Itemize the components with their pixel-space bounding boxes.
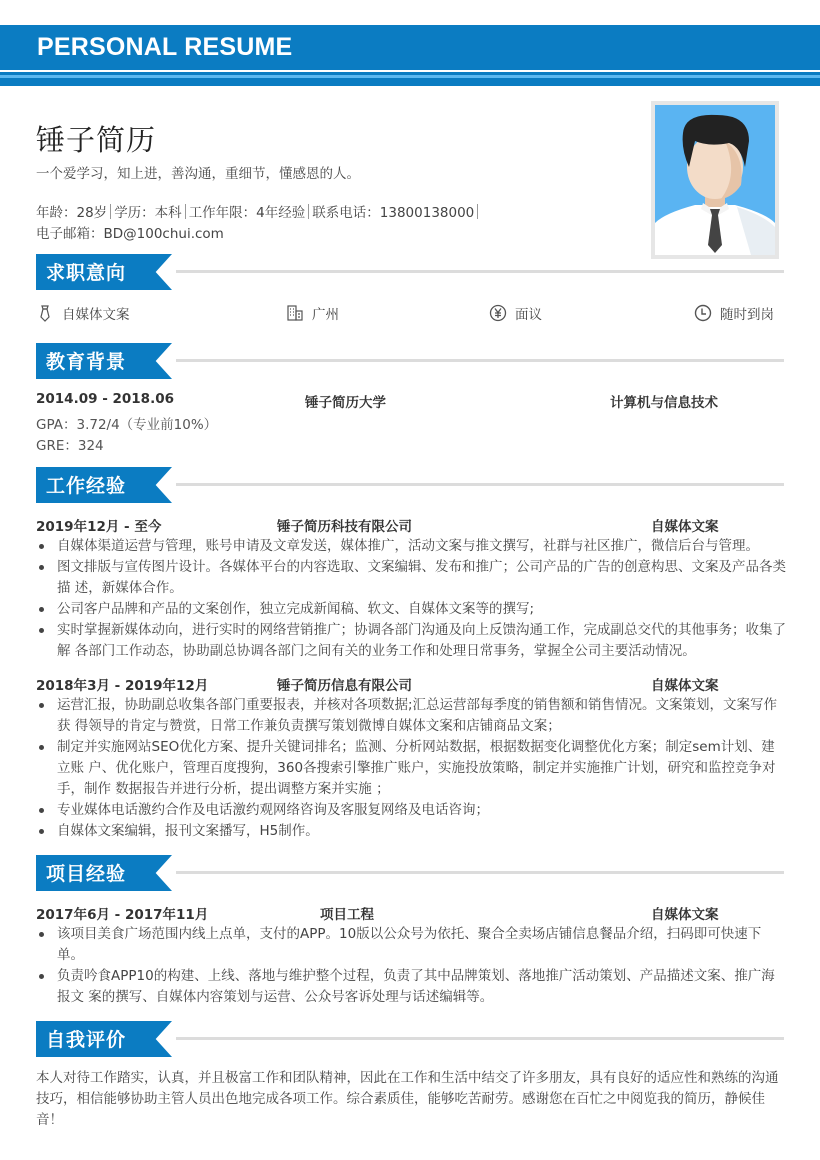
section-header-self-eval bbox=[36, 1021, 784, 1057]
profile-photo bbox=[651, 101, 779, 259]
info-education: 学历：本科 bbox=[114, 205, 182, 221]
list-item: 图文排版与宣传图片设计。各媒体平台的内容选取、文案编辑、发布和推广；公司产品的广告的创意构思、文案及产品各类描 述，新媒体合作。 bbox=[36, 557, 786, 599]
yen-icon bbox=[489, 304, 507, 322]
divider bbox=[477, 204, 478, 219]
tie-icon bbox=[36, 304, 54, 322]
list-item: 实时掌握新媒体动向，进行实时的网络营销推广；协调各部门沟通及向上反馈沟通工作，完成副总交代的其他事务；收集了解 各部门工作动态，协助副总协调各部门之间有关的业务工作和处理日常事务，掌握全公司主要活动情况。 bbox=[36, 620, 786, 662]
job-duties bbox=[36, 536, 786, 662]
banner-stripe bbox=[0, 75, 820, 78]
intent-label: 面议 bbox=[515, 307, 542, 323]
clock-icon bbox=[694, 304, 712, 322]
education-school: 锤子简历大学 bbox=[305, 395, 386, 411]
info-phone: 联系电话：13800138000 bbox=[312, 205, 475, 221]
job-role: 自媒体文案 bbox=[651, 519, 719, 535]
building-icon bbox=[286, 304, 304, 322]
education-row bbox=[36, 391, 776, 409]
job-period: 2018年3月 - 2019年12月 bbox=[36, 678, 209, 694]
intent-salary bbox=[489, 303, 542, 323]
project-details bbox=[36, 924, 786, 1008]
list-item: 自媒体文案编辑，报刊文案播写，H5制作。 bbox=[36, 821, 786, 842]
intent-label: 自媒体文案 bbox=[62, 307, 130, 323]
section-rule bbox=[176, 1037, 784, 1040]
job-company: 锤子简历科技有限公司 bbox=[277, 519, 412, 535]
education-major: 计算机与信息技术 bbox=[610, 395, 718, 411]
list-item: 制定并实施网站SEO优化方案、提升关键词排名；监测、分析网站数据，根据数据变化调整优化方案；制定sem计划、建立账 户、优化账户，管理百度搜狗，360各搜索引擎推广账户，实施投放策略，制定并实施推广计划，研究和监控竞争对手，制作 数据报告并进行分析，提出调整方案并实施 ； bbox=[36, 737, 786, 800]
intent-label: 随时到岗 bbox=[720, 307, 774, 323]
section-rule bbox=[176, 359, 784, 362]
job-intent-row bbox=[36, 303, 776, 325]
section-header-education bbox=[36, 343, 784, 379]
candidate-motto: 一个爱学习，知上进，善沟通，重细节，懂感恩的人。 bbox=[36, 166, 360, 182]
project-role: 自媒体文案 bbox=[651, 907, 719, 923]
section-header-intent bbox=[36, 254, 784, 290]
section-title: 自我评价 bbox=[46, 1029, 127, 1051]
project-header bbox=[36, 903, 776, 921]
list-item: 自媒体渠道运营与管理，账号申请及文章发送，媒体推广，活动文案与推文撰写，社群与社区推广，微信后台与管理。 bbox=[36, 536, 786, 557]
section-title: 求职意向 bbox=[46, 262, 127, 284]
section-title: 项目经验 bbox=[46, 863, 127, 885]
basic-info bbox=[36, 201, 481, 221]
banner-title: PERSONAL RESUME bbox=[37, 33, 293, 61]
job-period: 2019年12月 - 至今 bbox=[36, 519, 162, 535]
list-item: 公司客户品牌和产品的文案创作，独立完成新闻稿、软文、自媒体文案等的撰写; bbox=[36, 599, 786, 620]
candidate-name: 锤子简历 bbox=[36, 123, 157, 157]
project-period: 2017年6月 - 2017年11月 bbox=[36, 907, 209, 923]
section-rule bbox=[176, 270, 784, 273]
section-title: 工作经验 bbox=[46, 475, 127, 497]
list-item: 负责吟食APP10的构建、上线、落地与维护整个过程，负责了其中品牌策划、落地推广活动策划、产品描述文案、推广海报文 案的撰写、自媒体内容策划与运营、公众号客诉处理与话述编辑等。 bbox=[36, 966, 786, 1008]
job-header bbox=[36, 515, 776, 533]
info-experience: 工作年限：4年经验 bbox=[188, 205, 306, 221]
self-evaluation-text: 本人对待工作踏实，认真，并且极富工作和团队精神，因此在工作和生活中结交了许多朋友，具有良好的适应性和熟练的沟通技巧，相信能够协助主管人员出色地完成各项工作。综合素质佳，能够吃苦耐劳。感谢您在百忙之中阅览我的简历，静候佳音！ bbox=[36, 1070, 779, 1128]
section-header-projects bbox=[36, 855, 784, 891]
section-header-work bbox=[36, 467, 784, 503]
section-rule bbox=[176, 483, 784, 486]
intent-availability bbox=[694, 303, 774, 323]
job-duties bbox=[36, 695, 786, 842]
avatar-icon bbox=[655, 105, 775, 255]
education-period: 2014.09 - 2018.06 bbox=[36, 391, 174, 407]
education-gpa: GPA：3.72/4（专业前10%） bbox=[36, 417, 218, 433]
section-rule bbox=[176, 871, 784, 874]
section-title: 教育背景 bbox=[46, 351, 127, 373]
info-email: 电子邮箱：BD@100chui.com bbox=[36, 226, 224, 242]
list-item: 运营汇报，协助副总收集各部门重要报表，并核对各项数据;汇总运营部每季度的销售额和销售情况。文案策划，文案写作获 得领导的肯定与赞赏，日常工作兼负责撰写策划微博自媒体文案和店铺商品文案； bbox=[36, 695, 786, 737]
intent-position bbox=[36, 303, 130, 323]
education-gre: GRE：324 bbox=[36, 438, 104, 454]
divider bbox=[185, 204, 186, 219]
intent-label: 广州 bbox=[312, 307, 339, 323]
divider bbox=[308, 204, 309, 219]
job-company: 锤子简历信息有限公司 bbox=[277, 678, 412, 694]
job-header bbox=[36, 674, 776, 692]
list-item: 该项目美食广场范围内线上点单，支付的APP。10版以公众号为依托、聚合全卖场店铺信息餐品介绍，扫码即可快速下单。 bbox=[36, 924, 786, 966]
title-banner bbox=[0, 25, 820, 86]
divider bbox=[110, 204, 111, 219]
project-name: 项目工程 bbox=[320, 907, 374, 923]
list-item: 专业媒体电话激约合作及电话激约观网络咨询及客服复网络及电话咨询； bbox=[36, 800, 786, 821]
job-role: 自媒体文案 bbox=[651, 678, 719, 694]
intent-city bbox=[286, 303, 339, 323]
info-age: 年龄：28岁 bbox=[36, 205, 108, 221]
banner-divider bbox=[0, 70, 820, 72]
